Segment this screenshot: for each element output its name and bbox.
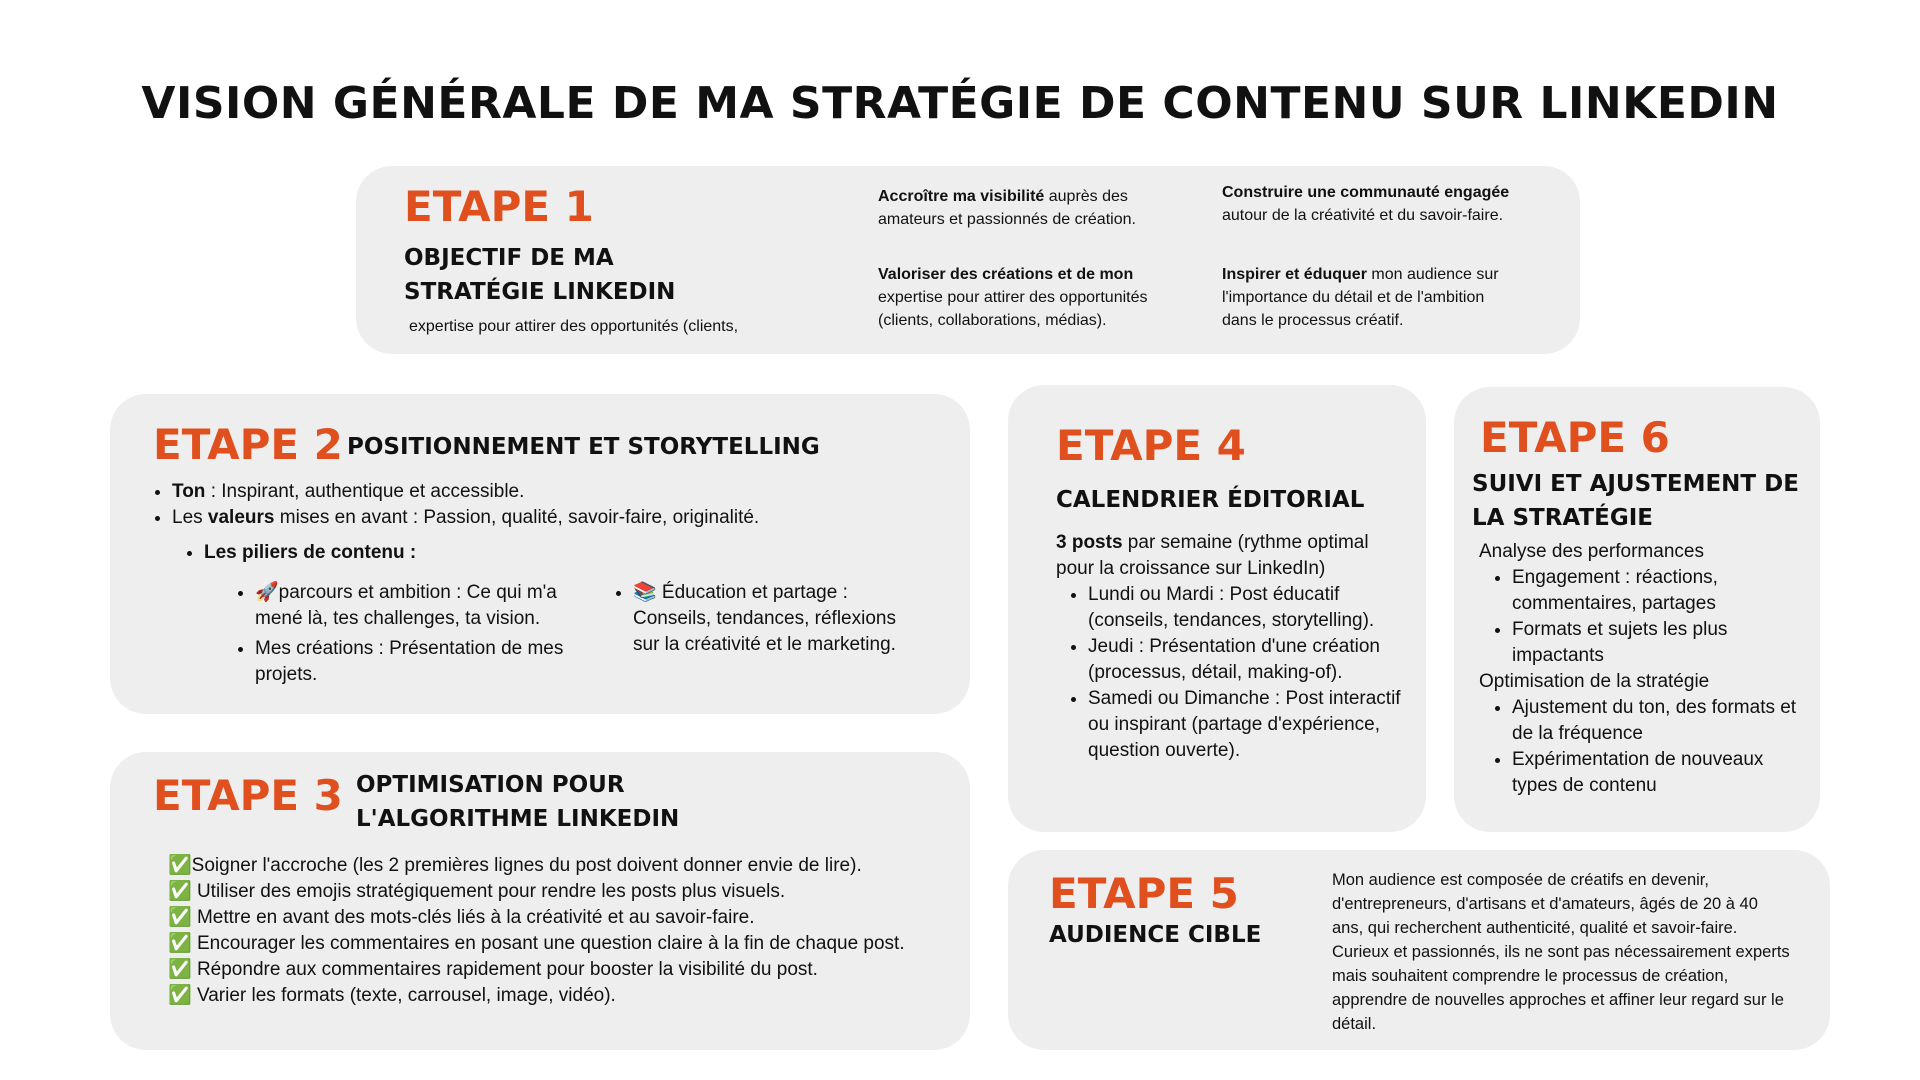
page-title: VISION GÉNÉRALE DE MA STRATÉGIE DE CONTENU SUR LINKEDIN [141, 78, 1779, 129]
step6-label: ETAPE 6 [1480, 413, 1670, 462]
step4-label: ETAPE 4 [1056, 421, 1246, 470]
check-text: Encourager les commentaires en posant une question claire à la fin de chaque post. [196, 933, 905, 954]
objective-4-bold: Inspirer et éduquer [1222, 266, 1367, 283]
check-icon: ✅ [168, 933, 192, 954]
step4-list [1062, 582, 1407, 764]
list-item: • Jeudi : Présentation d'une création (processus, détail, making-of). [1088, 634, 1407, 686]
step3-label: ETAPE 3 [153, 771, 343, 820]
piliers-label: Les piliers de contenu : [204, 542, 417, 563]
step3-checklist [168, 853, 968, 1009]
step2-pillars-right [607, 580, 897, 658]
step5-heading: AUDIENCE CIBLE [1049, 922, 1262, 948]
step4-intro-text: par semaine (rythme optimal pour la croissance sur LinkedIn) [1056, 532, 1369, 579]
ton-bold: Ton [172, 481, 206, 502]
valeurs-text: mises en avant : Passion, qualité, savoir-faire, originalité. [274, 507, 760, 528]
step1-objective-3 [1222, 181, 1532, 227]
step6-heading-line1: SUIVI ET AJUSTEMENT DE [1472, 471, 1799, 497]
step2-label: ETAPE 2 [153, 420, 343, 469]
step2-pillars-left [229, 580, 589, 688]
check-text: Varier les formats (texte, carrousel, image, vidéo). [196, 985, 616, 1006]
step6-heading-line2: LA STRATÉGIE [1472, 505, 1653, 531]
check-text: Mettre en avant des mots-clés liés à la créativité et au savoir-faire. [196, 907, 755, 928]
check-row [168, 879, 968, 905]
objective-1-text: auprès des amateurs et passionnés de création. [878, 188, 1136, 228]
check-icon: ✅ [168, 985, 192, 1006]
step1-objective-2 [878, 263, 1198, 332]
list-item: • Lundi ou Mardi : Post éducatif (conseils, tendances, storytelling). [1088, 582, 1407, 634]
check-icon: ✅ [168, 855, 192, 876]
check-icon: ✅ [168, 959, 192, 980]
step1-heading-line2: STRATÉGIE LINKEDIN [404, 279, 676, 305]
list-item [172, 505, 946, 531]
step2-top-list [146, 479, 946, 531]
valeurs-pre: Les [172, 507, 208, 528]
list-item: • Engagement : réactions, commentaires, partages [1512, 565, 1799, 617]
check-icon: ✅ [168, 907, 192, 928]
check-row [168, 853, 968, 879]
step3-heading-line1: OPTIMISATION POUR [356, 772, 625, 798]
list-item: • Samedi ou Dimanche : Post interactif ou inspirant (partage d'expérience, question ouverte). [1088, 686, 1407, 764]
ton-text: : Inspirant, authentique et accessible. [205, 481, 525, 502]
objective-2-text: expertise pour attirer des opportunités (clients, collaborations, médias). [878, 289, 1148, 329]
step1-objective-4 [1222, 263, 1522, 332]
objective-1-bold: Accroître ma visibilité [878, 188, 1045, 205]
objective-3-text: autour de la créativité et du savoir-faire. [1222, 207, 1504, 224]
step6-group2: Optimisation de la stratégie [1479, 671, 1710, 692]
list-item: • 🚀parcours et ambition : Ce qui m'a mené là, tes challenges, ta vision. [255, 580, 589, 632]
list-item: • Ajustement du ton, des formats et de la fréquence [1512, 695, 1799, 747]
check-icon: ✅ [168, 881, 192, 902]
list-item [172, 479, 946, 505]
objective-3-bold: Construire une communauté engagée [1222, 184, 1510, 201]
check-row [168, 905, 968, 931]
step2-piliers [178, 540, 416, 566]
list-item: • 📚 Éducation et partage : Conseils, tendances, réflexions sur la créativité et le marketing. [633, 580, 897, 658]
step6-group1: Analyse des performances [1479, 541, 1704, 562]
list-item: • Expérimentation de nouveaux types de contenu [1512, 747, 1799, 799]
objective-2-bold: Valoriser des créations et de mon [878, 266, 1134, 283]
step1-label: ETAPE 1 [404, 182, 594, 231]
step1-heading-line1: OBJECTIF DE MA [404, 245, 614, 271]
step4-heading: CALENDRIER ÉDITORIAL [1056, 487, 1365, 513]
valeurs-bold: valeurs [207, 507, 275, 528]
check-text: Répondre aux commentaires rapidement pour booster la visibilité du post. [196, 959, 818, 980]
check-row [168, 957, 968, 983]
step6-content [1479, 539, 1799, 799]
list-item: • Formats et sujets les plus impactants [1512, 617, 1799, 669]
check-row [168, 983, 968, 1009]
check-text: Utiliser des emojis stratégiquement pour rendre les posts plus visuels. [196, 881, 786, 902]
step5-text: Mon audience est composée de créatifs en devenir, d'entrepreneurs, d'artisans et d'amateurs, âgés de 20 à 40 ans, qui recherchent authenticité, qualité et savoir-faire. Curieux et passionnés, ils ne sont pas nécessairement experts mais souhaitent comprendre le processus de création, apprendre de nouvelles approches et affiner leur regard sur le détail. [1332, 871, 1790, 1033]
step1-note: expertise pour attirer des opportunités (clients, [409, 318, 739, 335]
step5-label: ETAPE 5 [1049, 869, 1239, 918]
objective-4-text: mon audience sur l'importance du détail et de l'ambition dans le processus créatif. [1222, 266, 1499, 329]
list-item [204, 540, 416, 566]
step3-heading-line2: L'ALGORITHME LINKEDIN [356, 806, 680, 832]
step1-objective-1 [878, 185, 1188, 231]
check-text: Soigner l'accroche (les 2 premières lignes du post doivent donner envie de lire). [191, 855, 862, 876]
check-row [168, 931, 968, 957]
list-item: • Mes créations : Présentation de mes projets. [255, 636, 589, 688]
step4-intro [1056, 530, 1401, 582]
step4-intro-bold: 3 posts [1056, 532, 1123, 553]
step2-heading: POSITIONNEMENT ET STORYTELLING [347, 434, 820, 460]
